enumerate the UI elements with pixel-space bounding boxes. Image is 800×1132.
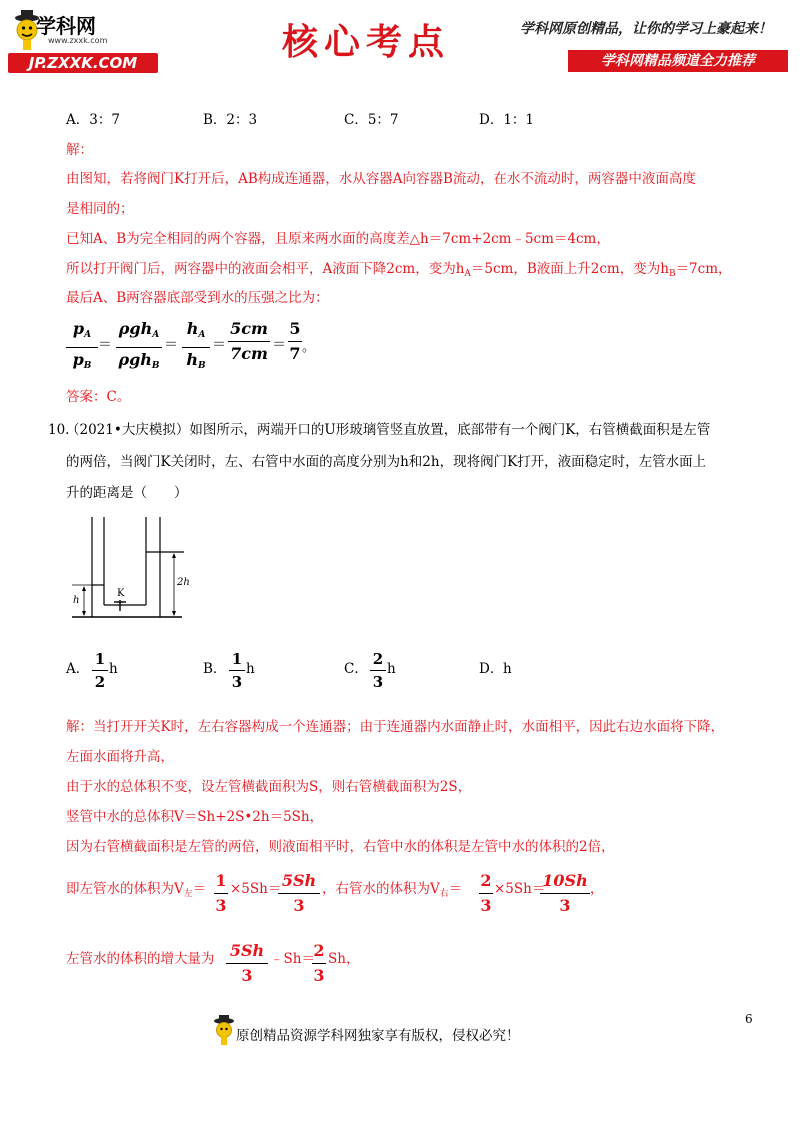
option-b: B．2：3 <box>203 112 258 128</box>
figure-label-2h: 2h <box>177 577 190 588</box>
question-stem-line: 的两倍，当阀门K关闭时，左、右管中水面的高度分别为h和2h，现将阀门K打开，液面稳定时，左管水面上 <box>66 454 707 470</box>
solution-line: 最后A、B两容器底部受到水的压强之比为： <box>66 290 329 306</box>
option-c: C．5：7 <box>344 112 399 128</box>
fraction-pa-pb: $p_A$ $p_B$ <box>66 320 98 375</box>
fraction-2-3: 2 3 <box>480 871 492 915</box>
fraction-5-7: 5 7 <box>289 319 301 363</box>
fraction-1-3: 1 3 <box>215 871 227 915</box>
fraction-5sh-3: 5Sh 3 <box>226 942 268 985</box>
question-stem-line: 升的距离是（ ） <box>66 485 188 501</box>
solution-line: 已知A、B为完全相同的两个容器，且原来两水面的高度差△h＝7cm+2cm﹣5cm＝4cm， <box>66 231 610 247</box>
solution-line: 因为右管横截面积是左管的两倍，则液面相平时，右管中水的体积是左管中水的体积的2倍， <box>66 839 615 855</box>
question-stem-line: （2021•大庆模拟）如图所示，两端开口的U形玻璃管竖直放置，底部带有一个阀门K，右管横截面积是左管 <box>66 422 711 438</box>
figure-label-k: K <box>117 588 125 599</box>
solution-line: 左面水面将升高， <box>66 749 174 765</box>
fraction-5sh-3: 5Sh 3 <box>278 872 320 915</box>
fraction-2-3: 2 3 <box>313 941 325 985</box>
option-d: D．1：1 <box>479 112 535 128</box>
question-number: 10. <box>48 422 70 438</box>
header-slogan: 学科网原创精品，让你的学习上豪起来！ <box>520 21 772 37</box>
page-title: 核心考点 <box>282 21 451 63</box>
logo-url: www.zxxk.com <box>48 36 108 45</box>
solution-line: 解：当打开开关K时，左右容器构成一个连通器；由于连通器内水面静止时，水面相平，因此右边水面将下降， <box>66 719 725 735</box>
fraction-ha-hb: $h_A$ $h_B$ <box>182 320 210 375</box>
solution-line: 由于水的总体积不变，设左管横截面积为S，则右管横截面积为2S， <box>66 779 472 795</box>
option-fraction: 1 2 <box>92 650 108 691</box>
equals-sign: ＝ <box>212 337 226 353</box>
period: 。 <box>302 340 316 355</box>
solution-line: 竖管中水的总体积V＝Sh+2S•2h＝5Sh， <box>66 809 324 825</box>
equals-sign: ＝ <box>164 337 178 353</box>
mascot-icon <box>212 1015 236 1047</box>
subscript: A <box>464 269 471 279</box>
fraction-10sh-3: 10Sh 3 <box>540 872 590 915</box>
line-text: ＝7cm， <box>675 261 732 277</box>
option-a: A．3：7 <box>66 112 120 128</box>
logo-text: 学科网 <box>36 14 96 38</box>
u-tube-figure <box>66 517 190 621</box>
option-fraction: 1 3 <box>229 650 245 691</box>
solution-line: 是相同的； <box>66 201 134 217</box>
recommend-badge: 学科网精品频道全力推荐 <box>568 50 788 72</box>
fraction-rho-g-h: ρgh$_A$ ρgh$_B$ <box>116 320 162 375</box>
option-fraction: 2 3 <box>370 650 386 691</box>
solution-label: 解： <box>66 142 93 158</box>
equals-sign: ＝ <box>272 337 286 353</box>
site-badge: JP.ZXXK.COM <box>8 53 158 73</box>
line-text: ＝5cm，B液面上升2cm，变为h <box>470 261 669 277</box>
subscript: B <box>668 269 676 279</box>
solution-line: 由图知，若将阀门K打开后，AB构成连通器，水从容器A向容器B流动，在水不流动时，两容器中液面高度 <box>66 171 696 187</box>
answer: 答案：C。 <box>66 389 131 405</box>
line-text: 所以打开阀门后，两容器中的液面会相平，A液面下降2cm，变为h <box>66 261 465 277</box>
footer-copyright: 原创精品资源学科网独家享有版权，侵权必究！ <box>236 1028 520 1044</box>
fraction-5cm-7cm: 5cm 7cm <box>228 320 270 363</box>
figure-label-h: h <box>73 595 80 606</box>
solution-line <box>66 259 732 284</box>
page-number: 6 <box>745 1012 753 1026</box>
equals-sign: ＝ <box>98 337 112 353</box>
